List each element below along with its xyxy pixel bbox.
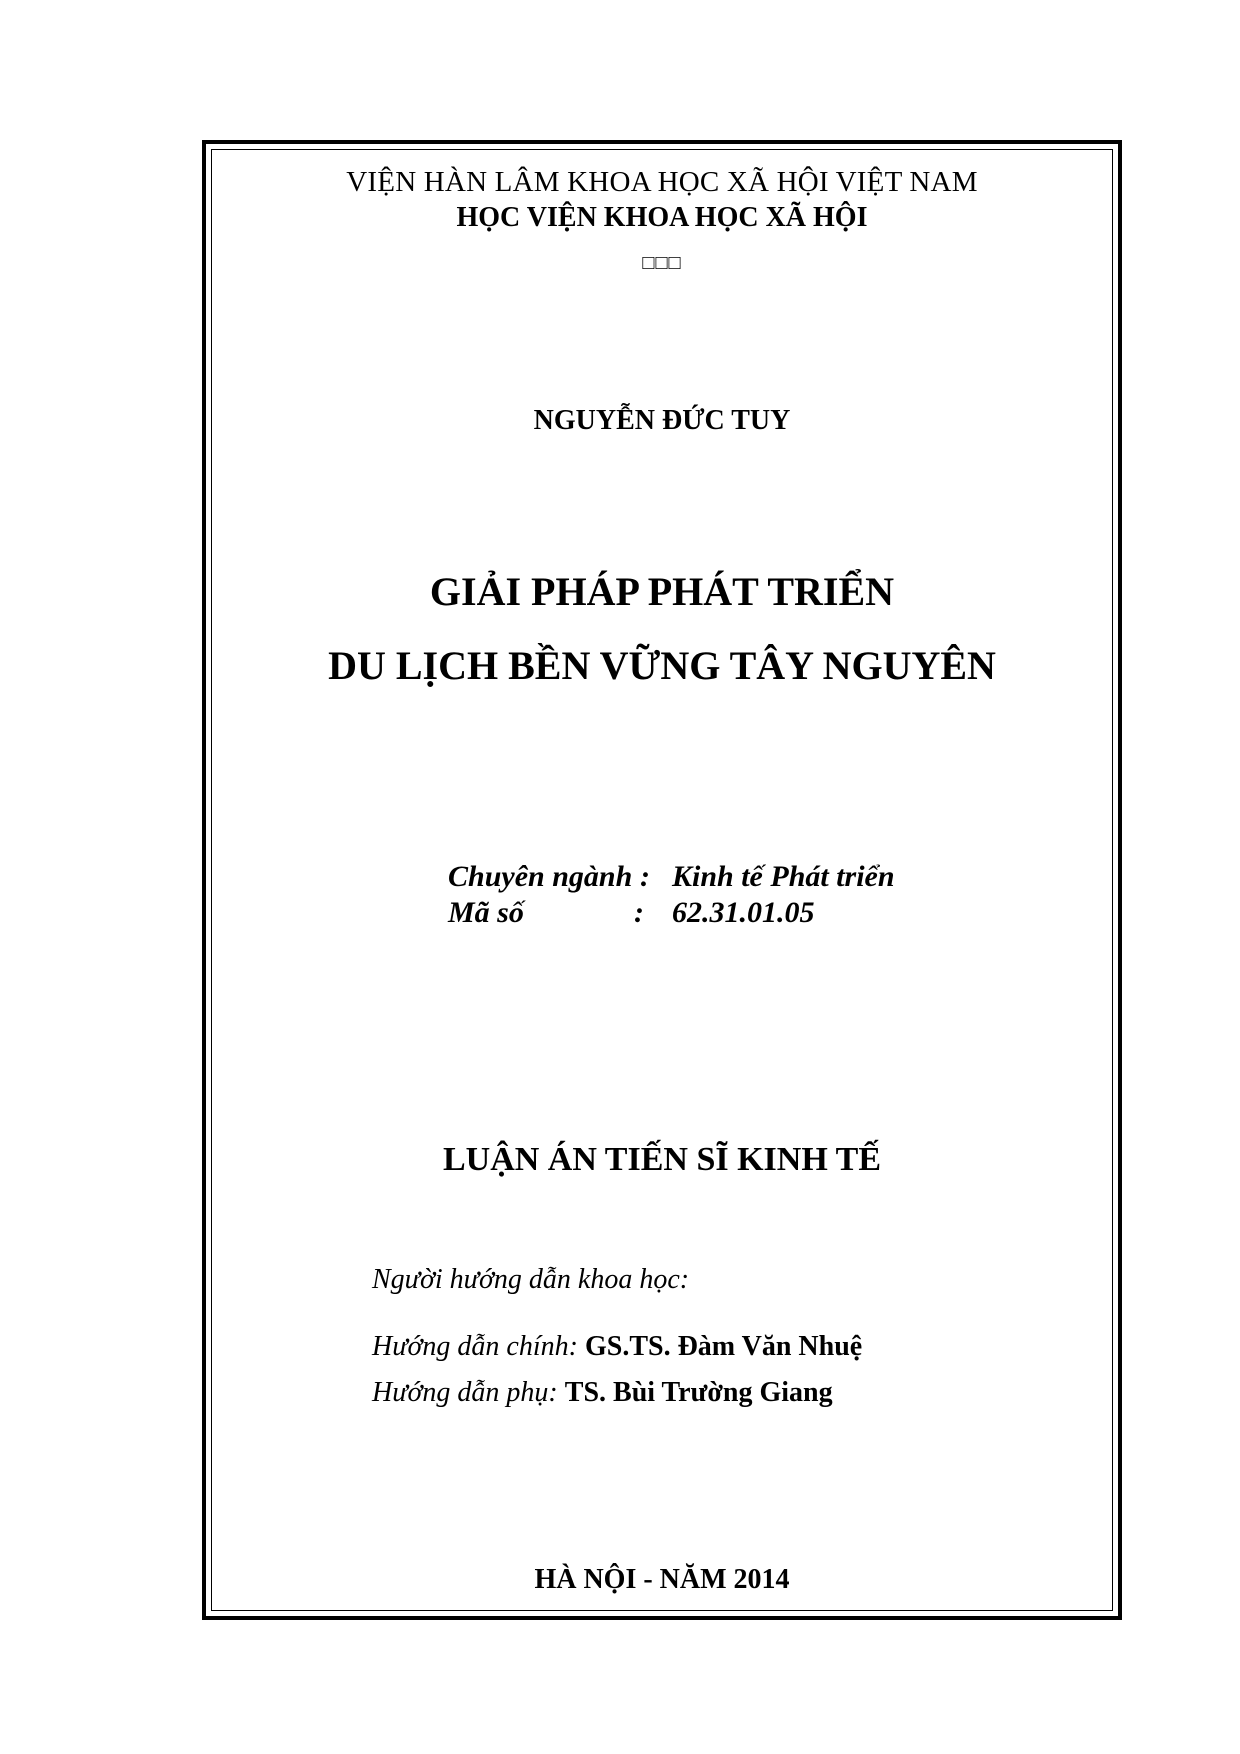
thesis-title-line-2: DU LỊCH BỀN VỮNG TÂY NGUYÊN bbox=[328, 643, 996, 688]
code-label: Mã số bbox=[448, 896, 524, 929]
academy-name: HỌC VIỆN KHOA HỌC XÃ HỘI bbox=[456, 202, 868, 233]
specialization-value: Kinh tế Phát triển bbox=[672, 860, 895, 893]
specialization-label: Chuyên ngành bbox=[448, 860, 633, 893]
sub-advisor-name: TS. Bùi Trường Giang bbox=[564, 1377, 833, 1408]
sub-advisor bbox=[372, 1377, 833, 1409]
specialization-colon: : bbox=[640, 860, 650, 893]
ornament-glyphs: □□□ bbox=[642, 252, 682, 274]
advisors-heading: Người hướng dẫn khoa học: bbox=[372, 1264, 690, 1295]
thesis-title-line-1: GIẢI PHÁP PHÁT TRIỂN bbox=[429, 569, 895, 614]
degree-title: LUẬN ÁN TIẾN SĨ KINH TẾ bbox=[442, 1141, 882, 1178]
author-name: NGUYỄN ĐỨC TUY bbox=[533, 405, 791, 436]
place-and-year: HÀ NỘI - NĂM 2014 bbox=[534, 1564, 790, 1595]
code-colon: : bbox=[634, 896, 644, 929]
main-advisor bbox=[372, 1331, 862, 1363]
main-advisor-name: GS.TS. Đàm Văn Nhuệ bbox=[584, 1331, 863, 1362]
code-value: 62.31.01.05 bbox=[672, 896, 815, 929]
institute-name: VIỆN HÀN LÂM KHOA HỌC XÃ HỘI VIỆT NAM bbox=[346, 166, 978, 198]
main-advisor-role: Hướng dẫn chính: bbox=[372, 1331, 578, 1362]
sub-advisor-role: Hướng dẫn phụ: bbox=[372, 1377, 558, 1408]
